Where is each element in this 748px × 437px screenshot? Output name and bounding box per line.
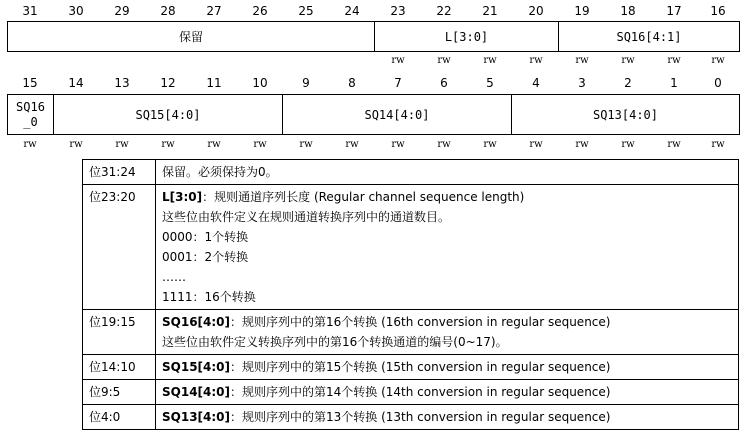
access-label: rw (529, 139, 543, 150)
bit-number: 4 (532, 76, 540, 90)
field-name: SQ15[4:0] (162, 360, 231, 374)
bit-description (156, 185, 739, 310)
access-label: rw (207, 139, 221, 150)
bit-number: 23 (390, 4, 406, 18)
bit-number: 25 (298, 4, 314, 18)
bit-number: 31 (22, 4, 38, 18)
field-name: SQ14[4:0] (162, 385, 231, 399)
bit-number: 7 (394, 76, 402, 90)
description-line: 0000：1个转换 (162, 230, 249, 244)
description-line: 这些位由软件定义转换序列中的第16个转换通道的编号(0~17)。 (162, 335, 508, 349)
access-label: rw (391, 55, 405, 66)
bit-number: 16 (710, 4, 726, 18)
register-row-high (7, 21, 740, 52)
table-row (83, 380, 739, 405)
bit-number: 2 (624, 76, 632, 90)
table-row (83, 405, 739, 430)
bit-number: 12 (160, 76, 176, 90)
bit-range: 位9:5 (83, 380, 156, 405)
description-line: …… (162, 270, 186, 284)
bit-number: 19 (574, 4, 590, 18)
sq14-field: SQ14[4:0] (282, 95, 511, 134)
access-label: rw (483, 55, 497, 66)
bit-description: 保留。必须保持为0。 (156, 160, 739, 185)
bit-number: 21 (482, 4, 498, 18)
bit-number: 27 (206, 4, 222, 18)
sq16-low-label-a: SQ16 (16, 99, 45, 114)
description-line: 这些位由软件定义在规则通道转换序列中的通道数目。 (162, 210, 451, 224)
access-label: rw (115, 139, 129, 150)
bit-number: 8 (348, 76, 356, 90)
bit-description (156, 380, 739, 405)
bit-number: 24 (344, 4, 360, 18)
bit-description (156, 355, 739, 380)
bit-number: 28 (160, 4, 176, 18)
field-title: ：规则序列中的第15个转换 (15th conversion in regular sequence) (230, 360, 611, 374)
bit-number: 26 (252, 4, 268, 18)
access-label: rw (437, 55, 451, 66)
bit-range: 位19:15 (83, 310, 156, 355)
access-label: rw (711, 55, 725, 66)
register-row-low (7, 94, 740, 135)
sq16-low-field (8, 95, 53, 134)
bit-number: 6 (440, 76, 448, 90)
access-label: rw (575, 55, 589, 66)
access-label: rw (299, 139, 313, 150)
access-label: rw (69, 139, 83, 150)
description-line: 0001：2个转换 (162, 250, 249, 264)
field-name: SQ13[4:0] (162, 410, 231, 424)
bit-number: 11 (206, 76, 222, 90)
access-label: rw (483, 139, 497, 150)
table-row (83, 185, 739, 310)
bit-number: 3 (578, 76, 586, 90)
access-label: rw (437, 139, 451, 150)
field-title: ：规则序列中的第16个转换 (16th conversion in regular sequence) (230, 315, 611, 329)
field-name: SQ16[4:0] (162, 315, 231, 329)
bit-description (156, 405, 739, 430)
access-label: rw (23, 139, 37, 150)
access-label: rw (391, 139, 405, 150)
reserved-field: 保留 (178, 30, 203, 44)
sq16-low-label-b: _0 (23, 114, 38, 129)
access-label: rw (529, 55, 543, 66)
access-label: rw (621, 139, 635, 150)
sq13-field: SQ13[4:0] (511, 95, 739, 134)
table-row (83, 310, 739, 355)
bit-number: 22 (436, 4, 452, 18)
bit-number: 10 (252, 76, 268, 90)
bit-number: 20 (528, 4, 544, 18)
access-label: rw (621, 55, 635, 66)
bit-number: 0 (714, 76, 722, 90)
field-name: L[3:0] (162, 190, 203, 204)
bit-number: 15 (22, 76, 38, 90)
bit-number: 29 (114, 4, 130, 18)
bit-description-table (82, 159, 739, 430)
bit-number: 14 (68, 76, 84, 90)
sq15-field: SQ15[4:0] (53, 95, 282, 134)
sq16-high-field: SQ16[4:1] (558, 22, 739, 51)
bit-number: 13 (114, 76, 130, 90)
bit-number: 17 (666, 4, 682, 18)
l-field: L[3:0] (374, 22, 558, 51)
access-label: rw (667, 55, 681, 66)
bit-number: 1 (670, 76, 678, 90)
access-label: rw (667, 139, 681, 150)
bit-number: 18 (620, 4, 636, 18)
bit-number: 5 (486, 76, 494, 90)
access-label: rw (253, 139, 267, 150)
bit-range: 位4:0 (83, 405, 156, 430)
access-label: rw (711, 139, 725, 150)
description-line: 1111：16个转换 (162, 290, 256, 304)
access-label: rw (575, 139, 589, 150)
bit-range: 位14:10 (83, 355, 156, 380)
access-label: rw (345, 139, 359, 150)
field-title: ：规则序列中的第13个转换 (13th conversion in regular sequence) (230, 410, 611, 424)
bit-range: 位23:20 (83, 185, 156, 310)
bit-range: 位31:24 (83, 160, 156, 185)
bit-description (156, 310, 739, 355)
bit-number: 30 (68, 4, 84, 18)
field-title: ：规则序列中的第14个转换 (14th conversion in regular sequence) (230, 385, 611, 399)
table-row (83, 160, 739, 185)
field-title: ：规则通道序列长度 (Regular channel sequence length) (202, 190, 525, 204)
table-row (83, 355, 739, 380)
access-label: rw (161, 139, 175, 150)
bit-number: 9 (302, 76, 310, 90)
